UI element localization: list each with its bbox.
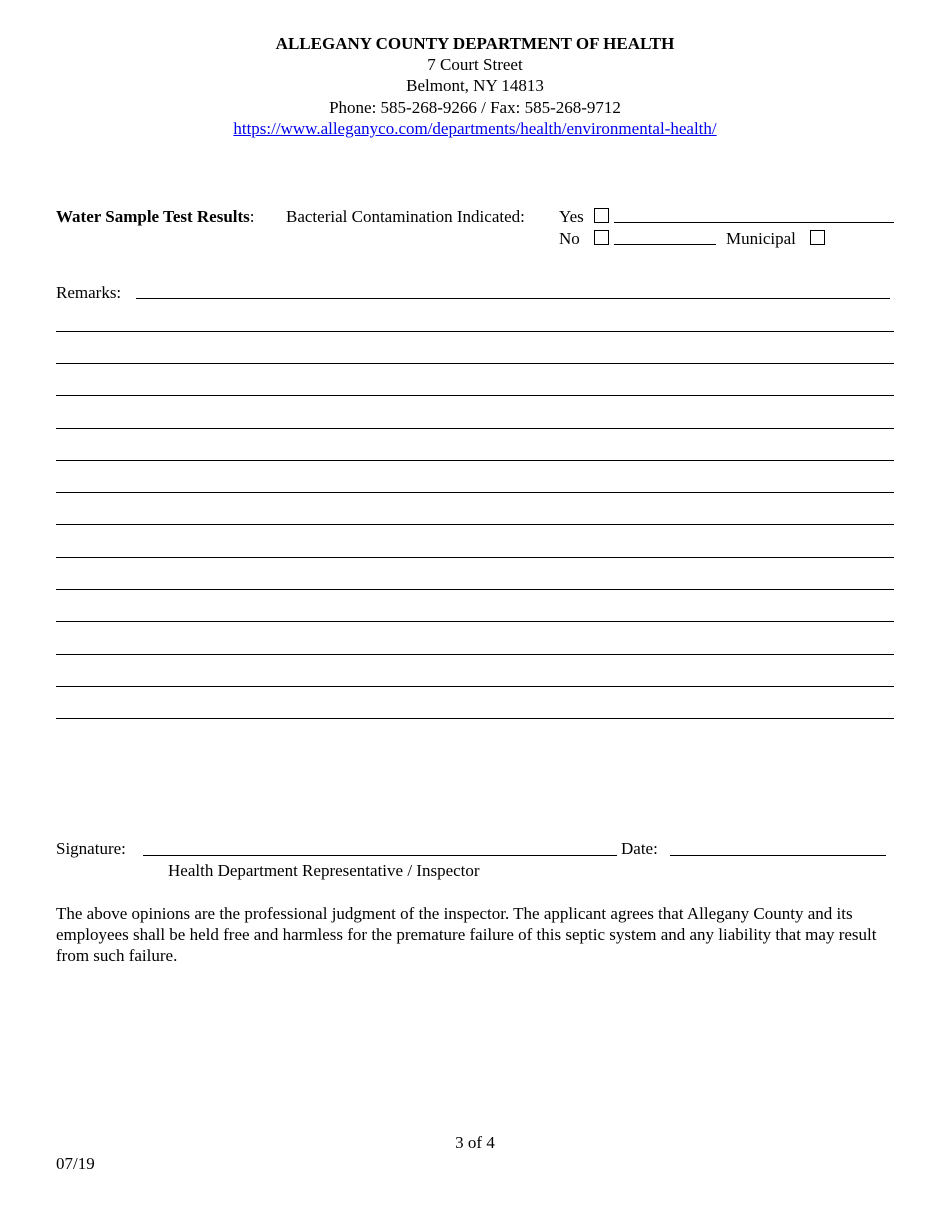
remarks-line[interactable] bbox=[56, 524, 894, 525]
remarks-line[interactable] bbox=[56, 395, 894, 396]
revision-date: 07/19 bbox=[56, 1154, 95, 1173]
remarks-line[interactable] bbox=[56, 654, 894, 655]
remarks-line[interactable] bbox=[56, 718, 894, 719]
signature-line[interactable] bbox=[143, 855, 617, 856]
remarks-line[interactable] bbox=[56, 331, 894, 332]
yes-details-line[interactable] bbox=[614, 222, 894, 223]
no-label: No bbox=[559, 229, 580, 248]
phone-fax: Phone: 585-268-9266 / Fax: 585-268-9712 bbox=[329, 98, 621, 117]
page-number: 3 of 4 bbox=[455, 1133, 495, 1152]
remarks-line[interactable] bbox=[56, 621, 894, 622]
remarks-label: Remarks: bbox=[56, 283, 122, 302]
remarks-input-line[interactable] bbox=[136, 298, 890, 299]
no-checkbox[interactable] bbox=[594, 230, 609, 245]
signature-caption: Health Department Representative / Inspector bbox=[168, 861, 480, 880]
no-details-line[interactable] bbox=[614, 244, 716, 245]
yes-checkbox[interactable] bbox=[594, 208, 609, 223]
remarks-line[interactable] bbox=[56, 686, 894, 687]
municipal-checkbox[interactable] bbox=[810, 230, 825, 245]
municipal-label: Municipal bbox=[726, 229, 796, 248]
remarks-line[interactable] bbox=[56, 428, 894, 429]
disclaimer-text: The above opinions are the professional judgment of the inspector. The applicant agrees that Allegany County and its employees shall be held free and harmless for the premature failure of this septic system and any liability that may result from such failure. bbox=[56, 904, 877, 965]
yes-label: Yes bbox=[559, 207, 584, 226]
street-address: 7 Court Street bbox=[427, 55, 523, 74]
contamination-question: Bacterial Contamination Indicated: bbox=[286, 207, 525, 226]
city-state-zip: Belmont, NY 14813 bbox=[406, 76, 544, 95]
remarks-line[interactable] bbox=[56, 557, 894, 558]
remarks-line[interactable] bbox=[56, 460, 894, 461]
remarks-line[interactable] bbox=[56, 492, 894, 493]
org-name: ALLEGANY COUNTY DEPARTMENT OF HEALTH bbox=[275, 34, 675, 53]
signature-label: Signature: bbox=[56, 839, 126, 858]
remarks-line[interactable] bbox=[56, 363, 894, 364]
date-line[interactable] bbox=[670, 855, 886, 856]
water-sample-heading: Water Sample Test Results: bbox=[56, 207, 255, 226]
remarks-line[interactable] bbox=[56, 589, 894, 590]
date-label: Date: bbox=[621, 839, 658, 858]
water-sample-title: Water Sample Test Results bbox=[56, 207, 250, 226]
website-link[interactable]: https://www.alleganyco.com/departments/health/environmental-health/ bbox=[233, 119, 717, 138]
